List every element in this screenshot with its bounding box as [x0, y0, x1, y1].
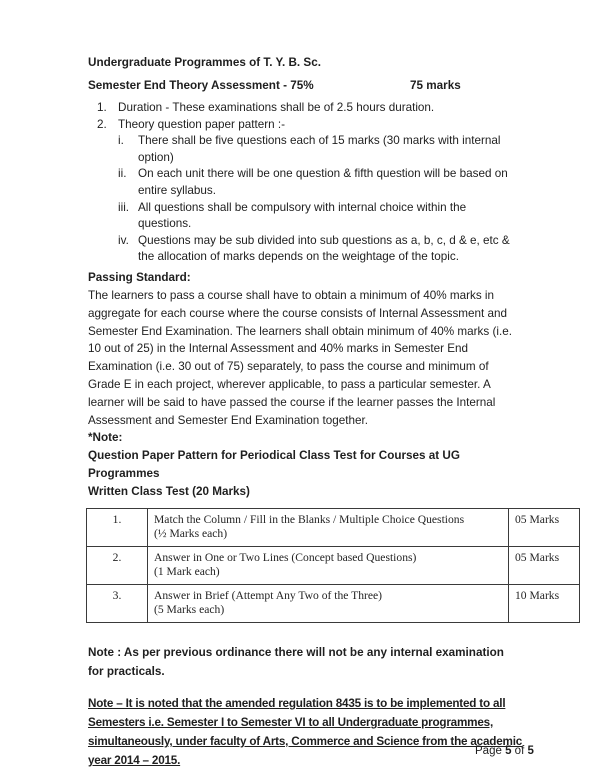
row-description-cell — [148, 585, 509, 623]
footer-page-word: Page — [475, 745, 502, 757]
list-item-1-number: 1. — [97, 101, 107, 114]
assessment-marks: 75 marks — [410, 79, 461, 92]
passing-standard-heading: Passing Standard: — [88, 270, 191, 284]
page-footer — [475, 744, 534, 758]
footer-total-pages: 5 — [527, 745, 534, 757]
row-number-cell: 1. — [87, 509, 148, 547]
table-row — [87, 547, 580, 585]
description-line-1: Match the Column / Fill in the Blanks / Multiple Choice Questions — [154, 513, 465, 527]
written-class-test-heading: Written Class Test (20 Marks) — [88, 485, 250, 499]
note-star-heading: *Note: — [88, 431, 123, 445]
description-line-2: (1 Mark each) — [154, 565, 220, 579]
sublist-item-iii-number: iii. — [118, 200, 130, 214]
passing-standard-paragraph: The learners to pass a course shall have to obtain a minimum of 40% marks in aggregate for each course where the course consists of Internal Assessment and Semester End Examination. The learners shall obtain minimum of 40% marks (i.e. 10 out of 25) in the Internal Assessment and 40% marks in Semester End Examination (i.e. 30 out of 75) separately, to pass the course and minimum of Grade E in each project, wherever applicable, to pass a particular semester. A learner will be said to have passed the course if the learner passes the Internal Assessment and Semester End Examination together. — [88, 288, 512, 427]
sublist-item-iv-number: iv. — [118, 233, 129, 247]
sublist-item-iv — [88, 233, 514, 266]
list-item-2-number: 2. — [97, 117, 107, 131]
description-line-1: Answer in Brief (Attempt Any Two of the Three) — [154, 589, 383, 603]
sublist-item-ii — [88, 166, 514, 199]
footer-page-number: 5 — [505, 745, 512, 757]
note-regulation: Note – It is noted that the amended regulation 8435 is to be implemented to all Semesters i.e. Semester I to Semester VI to all Undergraduate programmes, simultaneously, under faculty of Arts, Commerce and Science from the academic year 2014 – 2015. — [88, 697, 523, 768]
description-line-1: Answer in One or Two Lines (Concept based Questions) — [154, 551, 417, 565]
description-line-2: (½ Marks each) — [154, 527, 228, 541]
sublist-item-iv-text: Questions may be sub divided into sub questions as a, b, c, d & e, etc & the allocation of marks depends on the weightage of the topic. — [138, 233, 510, 264]
document-content — [88, 53, 560, 770]
list-item-1-text: Duration - These examinations shall be of 2.5 hours duration. — [118, 101, 435, 114]
row-number-cell: 2. — [87, 547, 148, 585]
description-line-2: (5 Marks each) — [154, 603, 225, 617]
table-row — [87, 509, 580, 547]
list-item-1 — [88, 100, 514, 117]
row-marks-cell: 05 Marks — [509, 509, 580, 547]
sublist-item-i — [88, 133, 514, 166]
sublist-item-ii-number: ii. — [118, 167, 127, 181]
row-number-cell: 3. — [87, 585, 148, 623]
assessment-heading: Semester End Theory Assessment - 75% — [88, 79, 314, 92]
note-practicals: Note : As per previous ordinance there will not be any internal examination for practicals. — [88, 646, 504, 678]
row-marks-cell: 10 Marks — [509, 585, 580, 623]
sublist-item-iii-text: All questions shall be compulsory with internal choice within the questions. — [138, 200, 467, 231]
row-marks-cell: 05 Marks — [509, 547, 580, 585]
sublist-item-i-text: There shall be five questions each of 15 marks (30 marks with internal option) — [138, 134, 501, 164]
sublist-item-i-number: i. — [118, 134, 124, 148]
class-test-marks-table — [86, 508, 580, 623]
list-item-2 — [88, 117, 514, 134]
list-item-2-text: Theory question paper pattern :- — [118, 117, 285, 131]
document-title: Undergraduate Programmes of T. Y. B. Sc. — [88, 56, 321, 69]
footer-of-word: of — [514, 745, 525, 757]
row-description-cell — [148, 509, 509, 547]
assessment-heading-row — [88, 76, 514, 96]
sublist-item-iii — [88, 200, 514, 233]
sublist-item-ii-text: On each unit there will be one question & fifth question will be based on entire syllabus. — [138, 167, 508, 197]
table-row — [87, 585, 580, 623]
question-paper-pattern-heading: Question Paper Pattern for Periodical Class Test for Courses at UG Programmes — [88, 449, 460, 481]
row-description-cell — [148, 547, 509, 585]
